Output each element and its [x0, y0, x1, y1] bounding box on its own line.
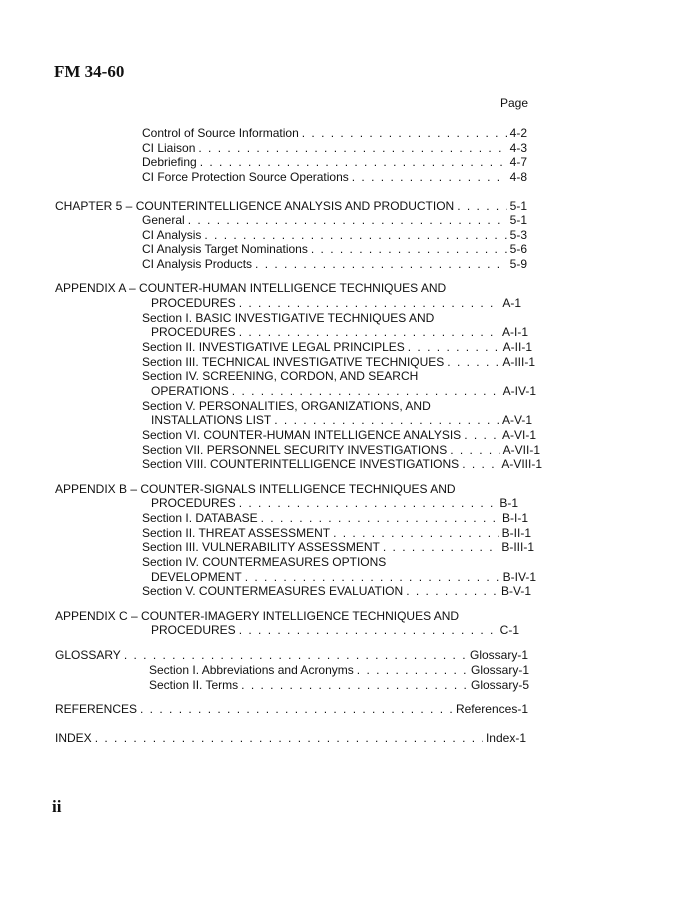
toc-page: B-I-1 [501, 511, 528, 525]
toc-title: CI Analysis [142, 228, 202, 242]
leader-dots [140, 702, 453, 716]
toc-page: A-IV-1 [502, 384, 536, 398]
toc-appendix-b[interactable] [151, 496, 518, 510]
toc-page: B-V-1 [500, 584, 531, 598]
toc-appendix-c-title[interactable]: APPENDIX C – COUNTER-IMAGERY INTELLIGENCE TECHNIQUES AND [55, 609, 460, 623]
toc-title: Section V. COUNTERMEASURES EVALUATION [142, 584, 404, 598]
toc-title: CI Analysis Products [142, 257, 253, 271]
toc-section-title[interactable]: Section IV. COUNTERMEASURES OPTIONS [142, 555, 387, 569]
leader-dots [302, 126, 507, 140]
toc-entry[interactable] [142, 170, 527, 184]
toc-title: REFERENCES [55, 702, 138, 716]
toc-title: Section VII. PERSONNEL SECURITY INVESTIGATIONS [142, 443, 448, 457]
leader-dots [245, 570, 500, 584]
toc-page: Index-1 [485, 731, 526, 745]
toc-title: Section II. Terms [149, 678, 239, 692]
toc-title: INSTALLATIONS LIST [151, 413, 272, 427]
toc-page: A-VI-1 [501, 428, 536, 442]
toc-title: Section I. Abbreviations and Acronyms [149, 663, 354, 677]
toc-page: A-III-1 [502, 355, 535, 369]
toc-title: Section VIII. COUNTERINTELLIGENCE INVESTIGATIONS [142, 457, 460, 471]
toc-title: PROCEDURES [151, 325, 236, 339]
leader-dots [239, 296, 500, 310]
document-header: FM 34-60 [54, 62, 125, 81]
toc-entry[interactable] [151, 384, 536, 398]
leader-dots [198, 141, 506, 155]
toc-section-title[interactable]: Section I. BASIC INVESTIGATIVE TECHNIQUES AND [142, 311, 435, 325]
toc-page: B-III-1 [501, 540, 534, 554]
toc-page: 4-7 [509, 155, 527, 169]
toc-page: 5-3 [509, 228, 527, 242]
toc-page: 5-1 [509, 199, 527, 213]
toc-references[interactable] [55, 702, 528, 716]
toc-entry[interactable] [142, 526, 531, 540]
toc-page: A-II-1 [502, 340, 532, 354]
toc-title: Section VI. COUNTER-HUMAN INTELLIGENCE ANALYSIS [142, 428, 462, 442]
leader-dots [239, 496, 497, 510]
toc-title: PROCEDURES [151, 496, 236, 510]
leader-dots [333, 526, 499, 540]
toc-entry[interactable] [149, 678, 529, 692]
toc-title: Section II. THREAT ASSESSMENT [142, 526, 331, 540]
toc-entry[interactable] [142, 340, 532, 354]
leader-dots [188, 213, 507, 227]
toc-title: CI Liaison [142, 141, 196, 155]
toc-entry[interactable] [142, 141, 527, 155]
toc-entry[interactable] [142, 257, 527, 271]
leader-dots [462, 457, 498, 471]
toc-section-title[interactable]: Section IV. SCREENING, CORDON, AND SEARCH [142, 369, 419, 383]
toc-section-title[interactable]: Section V. PERSONALITIES, ORGANIZATIONS, AND [142, 399, 431, 413]
toc-page: A-VII-1 [502, 443, 540, 457]
toc-page: Glossary-1 [470, 663, 529, 677]
leader-dots [232, 384, 500, 398]
leader-dots [447, 355, 499, 369]
toc-appendix-b-title[interactable]: APPENDIX B – COUNTER-SIGNALS INTELLIGENCE TECHNIQUES AND [55, 482, 456, 496]
toc-entry[interactable] [142, 155, 527, 169]
toc-entry[interactable] [142, 457, 542, 471]
toc-entry[interactable] [142, 355, 535, 369]
toc-entry[interactable] [151, 570, 536, 584]
toc-page: 5-6 [509, 242, 527, 256]
toc-page: References-1 [455, 702, 528, 716]
toc-page: 5-9 [509, 257, 527, 271]
toc-page: B-1 [499, 496, 518, 510]
toc-entry[interactable] [142, 126, 527, 140]
toc-title: DEVELOPMENT [151, 570, 242, 584]
leader-dots [457, 199, 506, 213]
leader-dots [357, 663, 468, 677]
toc-entry[interactable] [142, 213, 527, 227]
leader-dots [255, 257, 507, 271]
toc-title: Control of Source Information [142, 126, 299, 140]
toc-title: Section II. INVESTIGATIVE LEGAL PRINCIPLES [142, 340, 405, 354]
toc-title: CI Force Protection Source Operations [142, 170, 349, 184]
toc-appendix-a[interactable] [151, 296, 521, 310]
toc-title: Debriefing [142, 155, 197, 169]
leader-dots [241, 678, 468, 692]
leader-dots [274, 413, 499, 427]
toc-page: 4-8 [509, 170, 527, 184]
toc-page: 5-1 [509, 213, 527, 227]
toc-page: Glossary-5 [470, 678, 529, 692]
toc-page: A-1 [502, 296, 521, 310]
toc-entry[interactable] [151, 325, 528, 339]
leader-dots [200, 155, 507, 169]
toc-page: B-II-1 [501, 526, 531, 540]
toc-title: OPERATIONS [151, 384, 229, 398]
toc-page: A-I-1 [501, 325, 528, 339]
leader-dots [408, 340, 500, 354]
toc-entry[interactable] [149, 663, 529, 677]
toc-page: 4-3 [509, 141, 527, 155]
toc-entry[interactable] [142, 228, 527, 242]
toc-chapter-5[interactable] [55, 199, 527, 213]
toc-entry[interactable] [142, 540, 534, 554]
toc-page: 4-2 [509, 126, 527, 140]
toc-title: Section I. DATABASE [142, 511, 258, 525]
toc-title: General [142, 213, 185, 227]
toc-entry[interactable] [142, 443, 540, 457]
toc-title: Section III. VULNERABILITY ASSESSMENT [142, 540, 380, 554]
leader-dots [95, 731, 483, 745]
leader-dots [239, 325, 499, 339]
toc-page: C-1 [499, 623, 519, 637]
leader-dots [352, 170, 507, 184]
leader-dots [311, 242, 507, 256]
page-number-footer: ii [52, 797, 62, 816]
toc-entry[interactable] [142, 584, 531, 598]
toc-title: Section III. TECHNICAL INVESTIGATIVE TECHNIQUES [142, 355, 445, 369]
leader-dots [204, 228, 506, 242]
toc-title: CI Analysis Target Nominations [142, 242, 308, 256]
leader-dots [450, 443, 499, 457]
leader-dots [464, 428, 499, 442]
toc-title: CHAPTER 5 – COUNTERINTELLIGENCE ANALYSIS AND PRODUCTION [55, 199, 455, 213]
toc-entry[interactable] [142, 242, 527, 256]
leader-dots [406, 584, 498, 598]
toc-title: PROCEDURES [151, 296, 236, 310]
toc-glossary[interactable] [55, 648, 528, 662]
leader-dots [124, 648, 467, 662]
toc-page: A-VIII-1 [501, 457, 542, 471]
toc-appendix-c[interactable] [151, 623, 519, 637]
leader-dots [239, 623, 497, 637]
leader-dots [383, 540, 498, 554]
toc-entry[interactable] [142, 428, 536, 442]
toc-page: A-V-1 [501, 413, 532, 427]
toc-appendix-a-title[interactable]: APPENDIX A – COUNTER-HUMAN INTELLIGENCE TECHNIQUES AND [55, 281, 447, 295]
toc-title: INDEX [55, 731, 92, 745]
toc-title: PROCEDURES [151, 623, 236, 637]
toc-entry[interactable] [142, 511, 528, 525]
toc-entry[interactable] [151, 413, 532, 427]
toc-page: B-IV-1 [502, 570, 536, 584]
toc-page: Glossary-1 [469, 648, 528, 662]
leader-dots [261, 511, 499, 525]
toc-title: GLOSSARY [55, 648, 121, 662]
toc-index[interactable] [55, 731, 526, 745]
page-column-label: Page [500, 96, 529, 110]
